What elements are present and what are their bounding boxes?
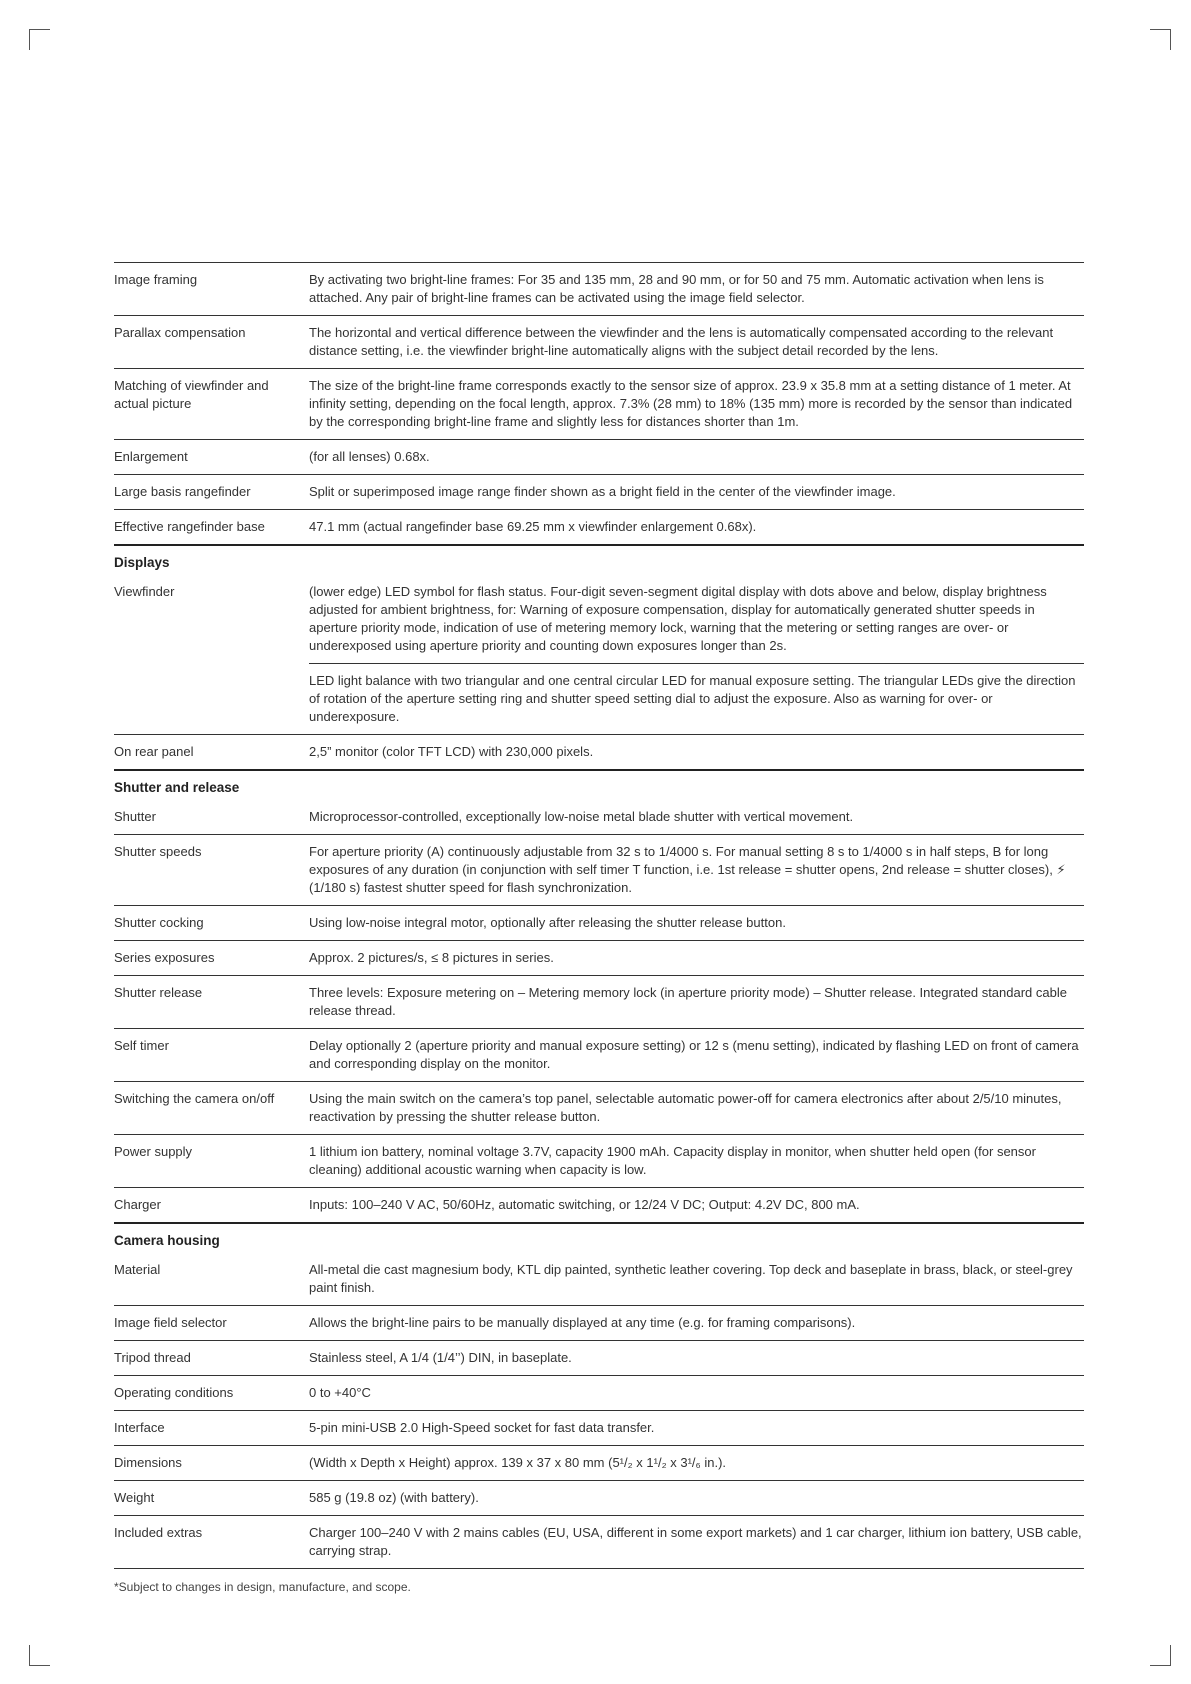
flash-sync-text: (1/180 s) fastest shutter speed for flash synchronization.: [309, 880, 633, 895]
spec-label: Charger: [114, 1197, 161, 1212]
spec-label: Interface: [114, 1420, 165, 1435]
spec-row-parallax-compensation: [114, 315, 1084, 368]
spec-row-shutter-speeds: [114, 834, 1084, 905]
spec-label: Tripod thread: [114, 1350, 191, 1365]
spec-row-weight: [114, 1480, 1084, 1515]
spec-label: Enlargement: [114, 449, 188, 464]
spec-row-interface: [114, 1410, 1084, 1445]
spec-value: Inputs: 100–240 V AC, 50/60Hz, automatic switching, or 12/24 V DC; Output: 4.2V DC, 800 mA.: [309, 1197, 860, 1212]
spec-value: By activating two bright-line frames: For 35 and 135 mm, 28 and 90 mm, or for 50 and 75 mm. Automatic activation when lens is attached. Any pair of bright-line frames can be activated using the image field selector.: [309, 272, 1044, 305]
spec-value: Split or superimposed image range finder shown as a bright field in the center of the viewfinder image.: [309, 484, 896, 499]
crop-mark-top-left: [29, 29, 50, 50]
spec-value: 585 g (19.8 oz) (with battery).: [309, 1490, 479, 1505]
spec-value: Using low-noise integral motor, optionally after releasing the shutter release button.: [309, 915, 786, 930]
spec-label: Matching of viewfinder and actual picture: [114, 378, 269, 411]
spec-row-rear-panel: [114, 734, 1084, 769]
spec-value: Allows the bright-line pairs to be manually displayed at any time (e.g. for framing comparisons).: [309, 1315, 856, 1330]
spec-value: The size of the bright-line frame corresponds exactly to the sensor size of approx. 23.9 x 35.8 mm at a setting distance of 1 meter. At infinity setting, depending on the focal length, approx. 7.3% (28 mm) to 18% (135 mm) more is recorded by the sensor than indicated by the corresponding bright-line frame and slightly less for distances shorter than 1m.: [309, 378, 1073, 429]
spec-label: Operating conditions: [114, 1385, 234, 1400]
spec-value: 0 to +40°C: [309, 1385, 371, 1400]
spec-label: Power supply: [114, 1144, 193, 1159]
section-heading-camera-housing: Camera housing: [114, 1222, 1084, 1253]
spec-row-included-extras: [114, 1515, 1084, 1568]
spec-row-power-supply: [114, 1134, 1084, 1187]
crop-mark-bottom-right: [1150, 1645, 1171, 1666]
speeds-text: For aperture priority (A) continuously adjustable from 32 s to 1/4000 s. For manual setting 8 s to 1/4000 s in half steps, B for long exposures of any duration (in conjunction with self timer T function, i.e. 1st release = shutter opens, 2nd release = shutter closes),: [309, 844, 1053, 877]
spec-row-self-timer: [114, 1028, 1084, 1081]
spec-value: Stainless steel, A 1/4 (1/4’’) DIN, in baseplate.: [309, 1350, 572, 1365]
spec-label: Image framing: [114, 272, 198, 287]
spec-label: Shutter: [114, 809, 156, 824]
spec-label: Self timer: [114, 1038, 169, 1053]
crop-mark-top-right: [1150, 29, 1171, 50]
spec-value: Delay optionally 2 (aperture priority and manual exposure setting) or 12 s (menu setting), indicated by flashing LED on front of camera and corresponding display on the monitor.: [309, 1038, 1079, 1071]
spec-label: Dimensions: [114, 1455, 182, 1470]
spec-value: 2,5” monitor (color TFT LCD) with 230,000 pixels.: [309, 744, 594, 759]
spec-value: 1 lithium ion battery, nominal voltage 3.7V, capacity 1900 mAh. Capacity display in monitor, when shutter held open (for sensor cleaning) additional acoustic warning when capacity is low.: [309, 1144, 1036, 1177]
spec-row-material: [114, 1253, 1084, 1305]
spec-row-effective-rangefinder-base: [114, 509, 1084, 544]
spec-value: [309, 843, 1084, 897]
spec-label: Weight: [114, 1490, 155, 1505]
spec-value: [309, 583, 1084, 726]
spec-value: Microprocessor-controlled, exceptionally low-noise metal blade shutter with vertical movement.: [309, 809, 854, 824]
spec-label: Material: [114, 1262, 161, 1277]
footnote: *Subject to changes in design, manufacture, and scope.: [114, 1580, 411, 1594]
spec-label: On rear panel: [114, 744, 194, 759]
spec-label: Parallax compensation: [114, 325, 246, 340]
spec-label: Large basis rangefinder: [114, 484, 251, 499]
spec-row-dimensions: [114, 1445, 1084, 1480]
spec-value: Approx. 2 pictures/s, ≤ 8 pictures in series.: [309, 950, 554, 965]
spec-row-shutter-cocking: [114, 905, 1084, 940]
spec-row-large-basis-rangefinder: [114, 474, 1084, 509]
spec-label: Shutter speeds: [114, 844, 202, 859]
spec-row-matching-viewfinder: [114, 368, 1084, 439]
spec-row-image-framing: [114, 262, 1084, 315]
spec-row-switching-camera: [114, 1081, 1084, 1134]
section-heading-displays: Displays: [114, 544, 1084, 575]
spec-label: Included extras: [114, 1525, 203, 1540]
viewfinder-led-text: LED light balance with two triangular and one central circular LED for manual exposure setting. The triangular LEDs give the direction of rotation of the aperture setting ring and shutter speed setting dial to adjust the exposure. Also as warning for over- or underexposure.: [309, 663, 1084, 726]
spec-label: Shutter release: [114, 985, 203, 1000]
spec-row-shutter: [114, 800, 1084, 834]
flash-icon: ⚡: [1056, 862, 1066, 877]
viewfinder-display-text: (lower edge) LED symbol for flash status. Four-digit seven-segment digital display with dots above and below, display brightness adjusted for ambient brightness, for: Warning of exposure compensation, display for automatically generated shutter speeds in aperture priority mode, indication of use of metering memory lock, warning that the metering or setting ranges are over- or underexposed using aperture priority and counting down exposures longer than 2s.: [309, 584, 1047, 653]
spec-row-shutter-release: [114, 975, 1084, 1028]
section-heading-shutter: Shutter and release: [114, 769, 1084, 800]
spec-row-enlargement: [114, 439, 1084, 474]
spec-value: 47.1 mm (actual rangefinder base 69.25 mm x viewfinder enlargement 0.68x).: [309, 519, 757, 534]
spec-value: All-metal die cast magnesium body, KTL dip painted, synthetic leather covering. Top deck and baseplate in brass, black, or steel-grey paint finish.: [309, 1262, 1073, 1295]
spec-label: Effective rangefinder base: [114, 519, 265, 534]
spec-label: Viewfinder: [114, 584, 175, 599]
spec-value: Three levels: Exposure metering on – Metering memory lock (in aperture priority mode) – Shutter release. Integrated standard cable release thread.: [309, 985, 1067, 1018]
spec-row-viewfinder: [114, 575, 1084, 734]
spec-row-series-exposures: [114, 940, 1084, 975]
spec-row-image-field-selector: [114, 1305, 1084, 1340]
spec-label: Series exposures: [114, 950, 215, 965]
spec-value: (for all lenses) 0.68x.: [309, 449, 430, 464]
spec-value: (Width x Depth x Height) approx. 139 x 37 x 80 mm (5¹/₂ x 1¹/₂ x 3¹/₆ in.).: [309, 1455, 727, 1470]
spec-label: Switching the camera on/off: [114, 1091, 275, 1106]
spec-sheet: [114, 262, 1084, 1595]
spec-value: Charger 100–240 V with 2 mains cables (EU, USA, different in some export markets) and 1 car charger, lithium ion battery, USB cable, carrying strap.: [309, 1525, 1082, 1558]
table-end-rule: [114, 1568, 1084, 1569]
spec-value: 5-pin mini-USB 2.0 High-Speed socket for fast data transfer.: [309, 1420, 655, 1435]
spec-row-tripod-thread: [114, 1340, 1084, 1375]
spec-row-operating-conditions: [114, 1375, 1084, 1410]
spec-value: The horizontal and vertical difference between the viewfinder and the lens is automatically compensated according to the relevant distance setting, i.e. the viewfinder bright-line automatically aligns with the subject detail recorded by the lens.: [309, 325, 1054, 358]
crop-mark-bottom-left: [29, 1645, 50, 1666]
spec-label: Image field selector: [114, 1315, 227, 1330]
spec-row-charger: [114, 1187, 1084, 1222]
spec-value: Using the main switch on the camera’s top panel, selectable automatic power-off for camera electronics after about 2/5/10 minutes, reactivation by pressing the shutter release button.: [309, 1091, 1062, 1124]
spec-label: Shutter cocking: [114, 915, 204, 930]
